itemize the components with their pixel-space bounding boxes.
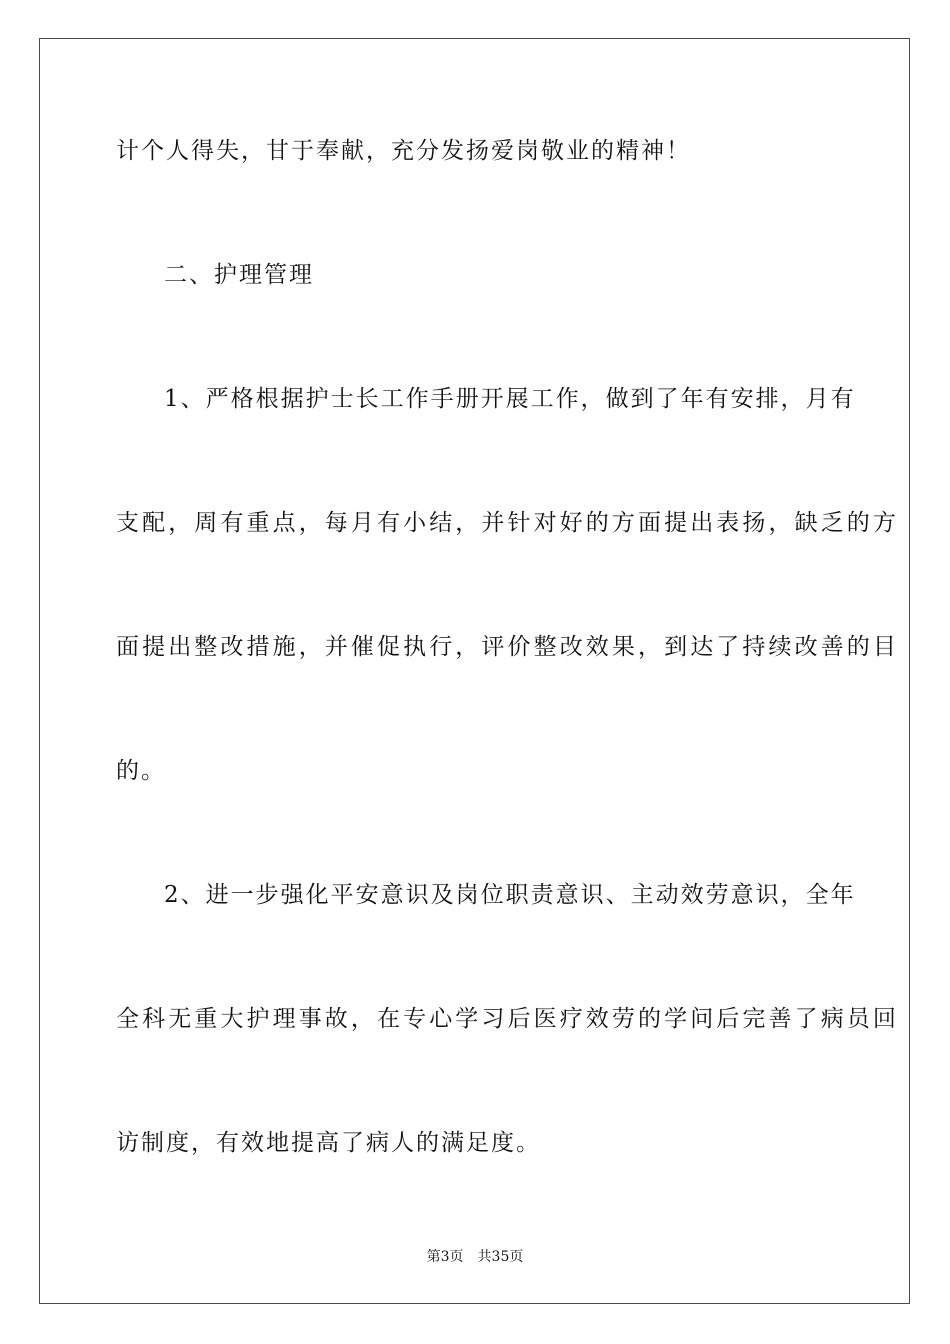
page-footer (0, 1248, 950, 1266)
text-line: 1、严格根据护士长工作手册开展工作，做到了年有安排，月有 (164, 386, 856, 412)
page-number: 第3页 (426, 1249, 464, 1265)
section-heading: 二、护理管理 (164, 262, 314, 288)
text-line: 访制度，有效地提高了病人的满足度。 (116, 1130, 541, 1156)
text-line: 计个人得失，甘于奉献，充分发扬爱岗敬业的精神！ (116, 138, 691, 164)
text-line: 面提出整改措施，并催促执行，评价整改效果，到达了持续改善的目 (116, 634, 899, 660)
text-line: 全科无重大护理事故，在专心学习后医疗效劳的学问后完善了病员回 (116, 1006, 899, 1032)
page-border (39, 38, 910, 1304)
text-line: 的。 (116, 758, 166, 784)
page-total: 共35页 (477, 1249, 524, 1265)
text-line: 2、进一步强化平安意识及岗位职责意识、主动效劳意识，全年 (164, 882, 856, 908)
text-line: 支配，周有重点，每月有小结，并针对好的方面提出表扬，缺乏的方 (116, 510, 899, 536)
